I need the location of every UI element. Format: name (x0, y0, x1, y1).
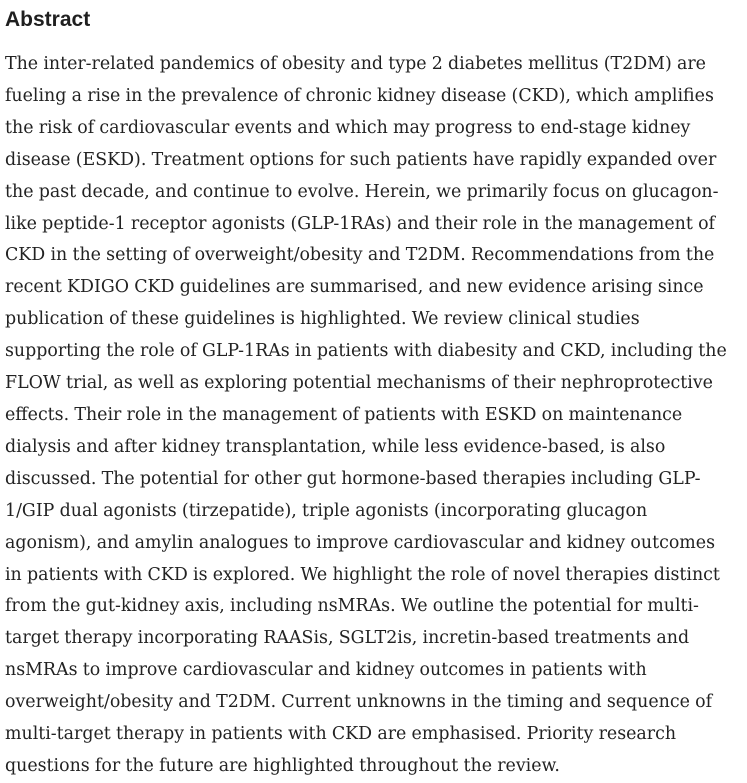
abstract-body (5, 49, 741, 783)
abstract-line: agonism), and amylin analogues to improve cardiovascular and kidney outcomes (5, 532, 715, 553)
abstract-line: multi-target therapy in patients with CKD are emphasised. Priority research (5, 724, 677, 745)
abstract-line: fueling a rise in the prevalence of chronic kidney disease (CKD), which amplifies (5, 85, 714, 106)
abstract-line: overweight/obesity and T2DM. Current unknowns in the timing and sequence of (5, 692, 713, 713)
abstract-line: The inter-related pandemics of obesity and type 2 diabetes mellitus (T2DM) are (5, 54, 706, 74)
abstract-line: recent KDIGO CKD guidelines are summarised, and new evidence arising since (5, 277, 704, 298)
abstract-line: disease (ESKD). Treatment options for such patients have rapidly expanded over (5, 149, 717, 170)
abstract-line: supporting the role of GLP-1RAs in patients with diabesity and CKD, including the (5, 341, 727, 362)
abstract-line: 1/GIP dual agonists (tirzepatide), triple agonists (incorporating glucagon (5, 500, 648, 521)
abstract-line: like peptide-1 receptor agonists (GLP-1RAs) and their role in the management of (5, 213, 715, 234)
abstract-line: from the gut-kidney axis, including nsMRAs. We outline the potential for multi- (5, 596, 699, 617)
abstract-line: CKD in the setting of overweight/obesity and T2DM. Recommendations from the (5, 245, 715, 266)
abstract-line: publication of these guidelines is highlighted. We review clinical studies (5, 309, 640, 330)
abstract-line: questions for the future are highlighted throughout the review. (5, 755, 560, 776)
abstract-line: target therapy incorporating RAASis, SGLT2is, incretin-based treatments and (5, 628, 690, 649)
abstract-line: in patients with CKD is explored. We highlight the role of novel therapies distinct (5, 564, 720, 585)
abstract-line: the past decade, and continue to evolve. Herein, we primarily focus on glucagon- (5, 181, 719, 202)
abstract-section (5, 0, 741, 783)
abstract-line: effects. Their role in the management of patients with ESKD on maintenance (5, 404, 683, 425)
abstract-line: discussed. The potential for other gut hormone-based therapies including GLP- (5, 468, 701, 489)
abstract-line: nsMRAs to improve cardiovascular and kidney outcomes in patients with (5, 660, 647, 681)
abstract-heading: Abstract (5, 8, 91, 31)
abstract-line: FLOW trial, as well as exploring potential mechanisms of their nephroprotective (5, 373, 713, 394)
abstract-line: dialysis and after kidney transplantation, while less evidence-based, is also (5, 436, 666, 457)
abstract-line: the risk of cardiovascular events and which may progress to end-stage kidney (5, 117, 691, 138)
